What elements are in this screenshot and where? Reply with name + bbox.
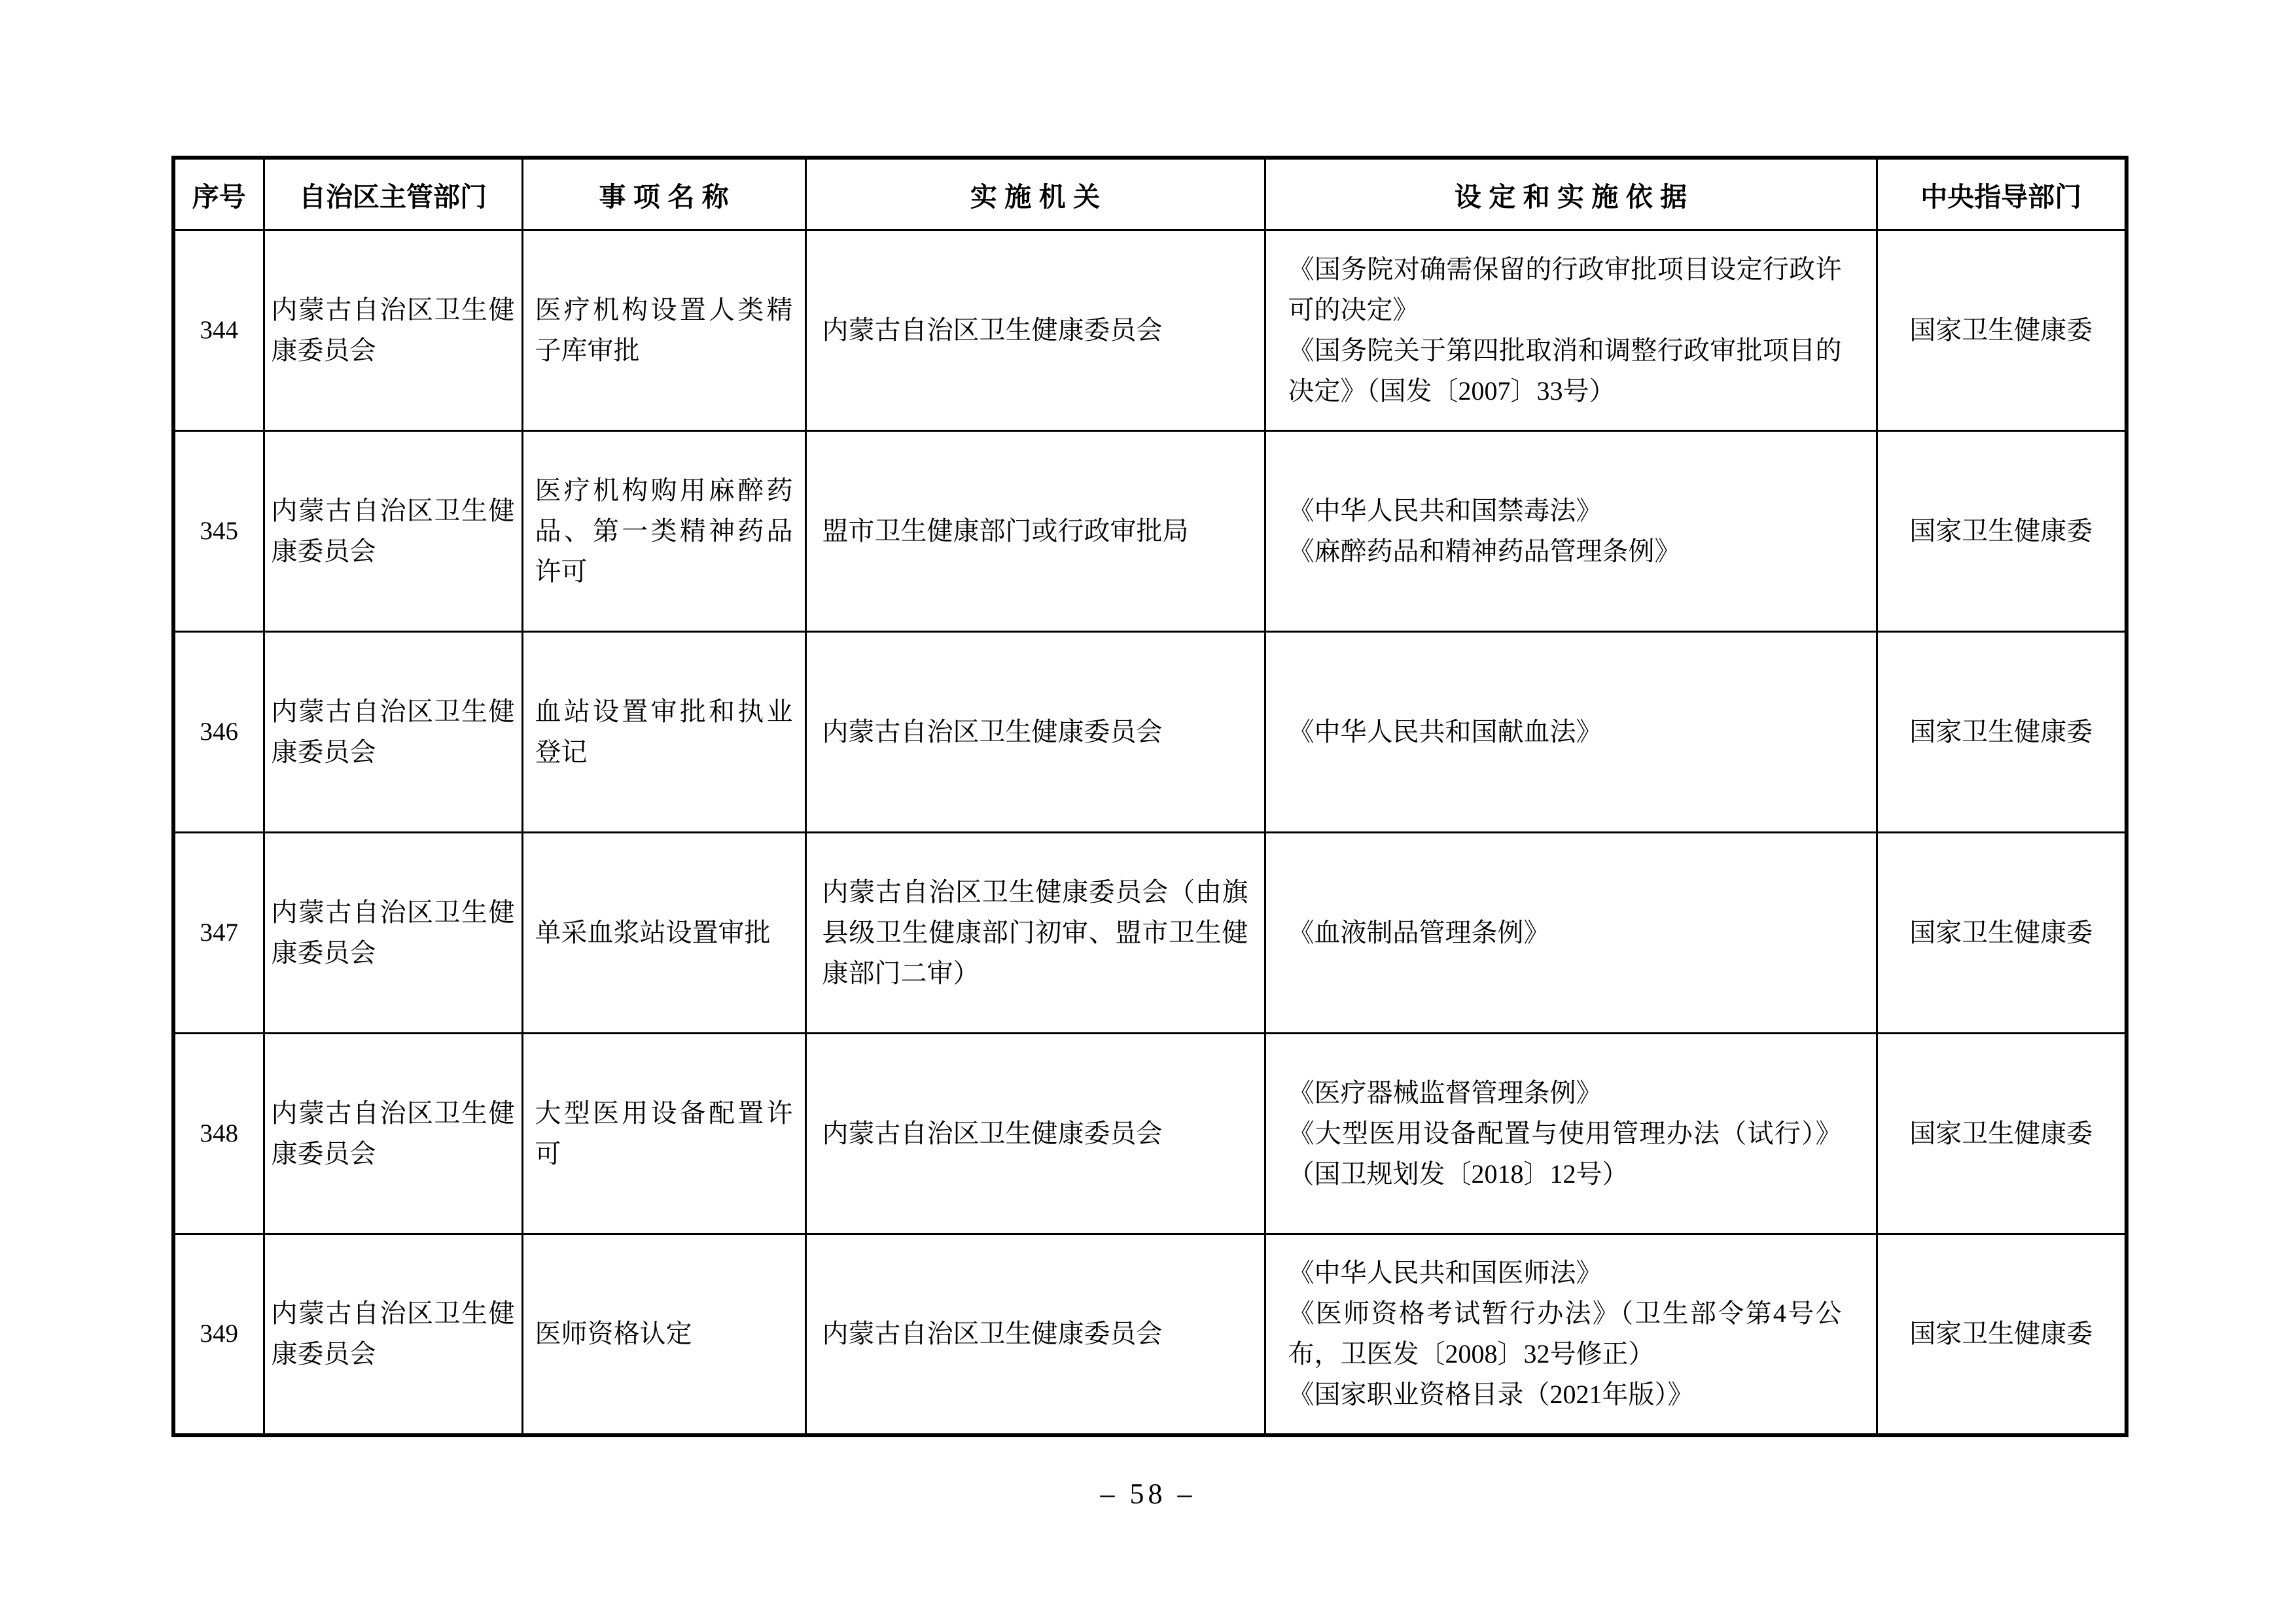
- legal-basis-line: 《医师资格考试暂行办法》（卫生部令第4号公布，卫医发〔2008〕32号修正）: [1288, 1299, 1842, 1369]
- region-department-cell: 内蒙古自治区卫生健康委员会: [264, 833, 522, 1034]
- item-name-cell: 医师资格认定: [522, 1234, 805, 1435]
- page-number: – 58 –: [1100, 1478, 1196, 1510]
- header-region-department: 自治区主管部门: [264, 158, 522, 230]
- table-row: [173, 1034, 2127, 1234]
- table-row: [173, 632, 2127, 833]
- header-serial-number: 序号: [173, 158, 264, 230]
- region-department-cell: 内蒙古自治区卫生健康委员会: [264, 230, 522, 431]
- legal-basis-line: 《国家职业资格目录（2021年版）》: [1288, 1380, 1694, 1410]
- table-row: [173, 230, 2127, 431]
- table-row: [173, 1234, 2127, 1435]
- table-row: [173, 833, 2127, 1034]
- legal-basis-line: 《中华人民共和国献血法》: [1288, 717, 1602, 746]
- table-header-row: [173, 158, 2127, 230]
- central-guidance-cell: 国家卫生健康委: [1877, 230, 2127, 431]
- implementing-agency-cell: 内蒙古自治区卫生健康委员会: [805, 632, 1265, 833]
- header-legal-basis: 设 定 和 实 施 依 据: [1265, 158, 1877, 230]
- region-department-cell: 内蒙古自治区卫生健康委员会: [264, 431, 522, 632]
- serial-number-cell: 347: [173, 833, 264, 1034]
- central-guidance-cell: 国家卫生健康委: [1877, 833, 2127, 1034]
- header-item-name: 事 项 名 称: [522, 158, 805, 230]
- approval-items-table: [171, 156, 2128, 1437]
- item-name-cell: 医疗机构设置人类精子库审批: [522, 230, 805, 431]
- legal-basis-cell: [1265, 833, 1877, 1034]
- implementing-agency-cell: 盟市卫生健康部门或行政审批局: [805, 431, 1265, 632]
- legal-basis-cell: [1265, 230, 1877, 431]
- header-implementing-agency: 实 施 机 关: [805, 158, 1265, 230]
- serial-number-cell: 349: [173, 1234, 264, 1435]
- implementing-agency-cell: 内蒙古自治区卫生健康委员会: [805, 1034, 1265, 1234]
- legal-basis-line: 《国务院对确需保留的行政审批项目设定行政许可的决定》: [1288, 254, 1842, 324]
- legal-basis-cell: [1265, 1234, 1877, 1435]
- central-guidance-cell: 国家卫生健康委: [1877, 431, 2127, 632]
- central-guidance-cell: 国家卫生健康委: [1877, 1034, 2127, 1234]
- serial-number-cell: 346: [173, 632, 264, 833]
- legal-basis-line: 《血液制品管理条例》: [1288, 918, 1550, 947]
- serial-number-cell: 344: [173, 230, 264, 431]
- region-department-cell: 内蒙古自治区卫生健康委员会: [264, 1034, 522, 1234]
- item-name-cell: 医疗机构购用麻醉药品、第一类精神药品许可: [522, 431, 805, 632]
- serial-number-cell: 345: [173, 431, 264, 632]
- implementing-agency-cell: 内蒙古自治区卫生健康委员会（由旗县级卫生健康部门初审、盟市卫生健康部门二审）: [805, 833, 1265, 1034]
- legal-basis-line: 《麻醉药品和精神药品管理条例》: [1288, 536, 1681, 566]
- item-name-cell: 血站设置审批和执业登记: [522, 632, 805, 833]
- item-name-cell: 单采血浆站设置审批: [522, 833, 805, 1034]
- region-department-cell: 内蒙古自治区卫生健康委员会: [264, 1234, 522, 1435]
- implementing-agency-cell: 内蒙古自治区卫生健康委员会: [805, 230, 1265, 431]
- region-department-cell: 内蒙古自治区卫生健康委员会: [264, 632, 522, 833]
- item-name-cell: 大型医用设备配置许可: [522, 1034, 805, 1234]
- legal-basis-line: 《国务院关于第四批取消和调整行政审批项目的决定》（国发〔2007〕33号）: [1288, 336, 1842, 406]
- central-guidance-cell: 国家卫生健康委: [1877, 632, 2127, 833]
- legal-basis-cell: [1265, 1034, 1877, 1234]
- central-guidance-cell: 国家卫生健康委: [1877, 1234, 2127, 1435]
- legal-basis-line: 《中华人民共和国禁毒法》: [1288, 496, 1602, 525]
- legal-basis-line: 《大型医用设备配置与使用管理办法（试行）》（国卫规划发〔2018〕12号）: [1288, 1119, 1842, 1189]
- legal-basis-cell: [1265, 431, 1877, 632]
- legal-basis-line: 《中华人民共和国医师法》: [1288, 1258, 1602, 1288]
- serial-number-cell: 348: [173, 1034, 264, 1234]
- implementing-agency-cell: 内蒙古自治区卫生健康委员会: [805, 1234, 1265, 1435]
- legal-basis-line: 《医疗器械监督管理条例》: [1288, 1078, 1602, 1108]
- legal-basis-cell: [1265, 632, 1877, 833]
- table-row: [173, 431, 2127, 632]
- header-central-guidance-department: 中央指导部门: [1877, 158, 2127, 230]
